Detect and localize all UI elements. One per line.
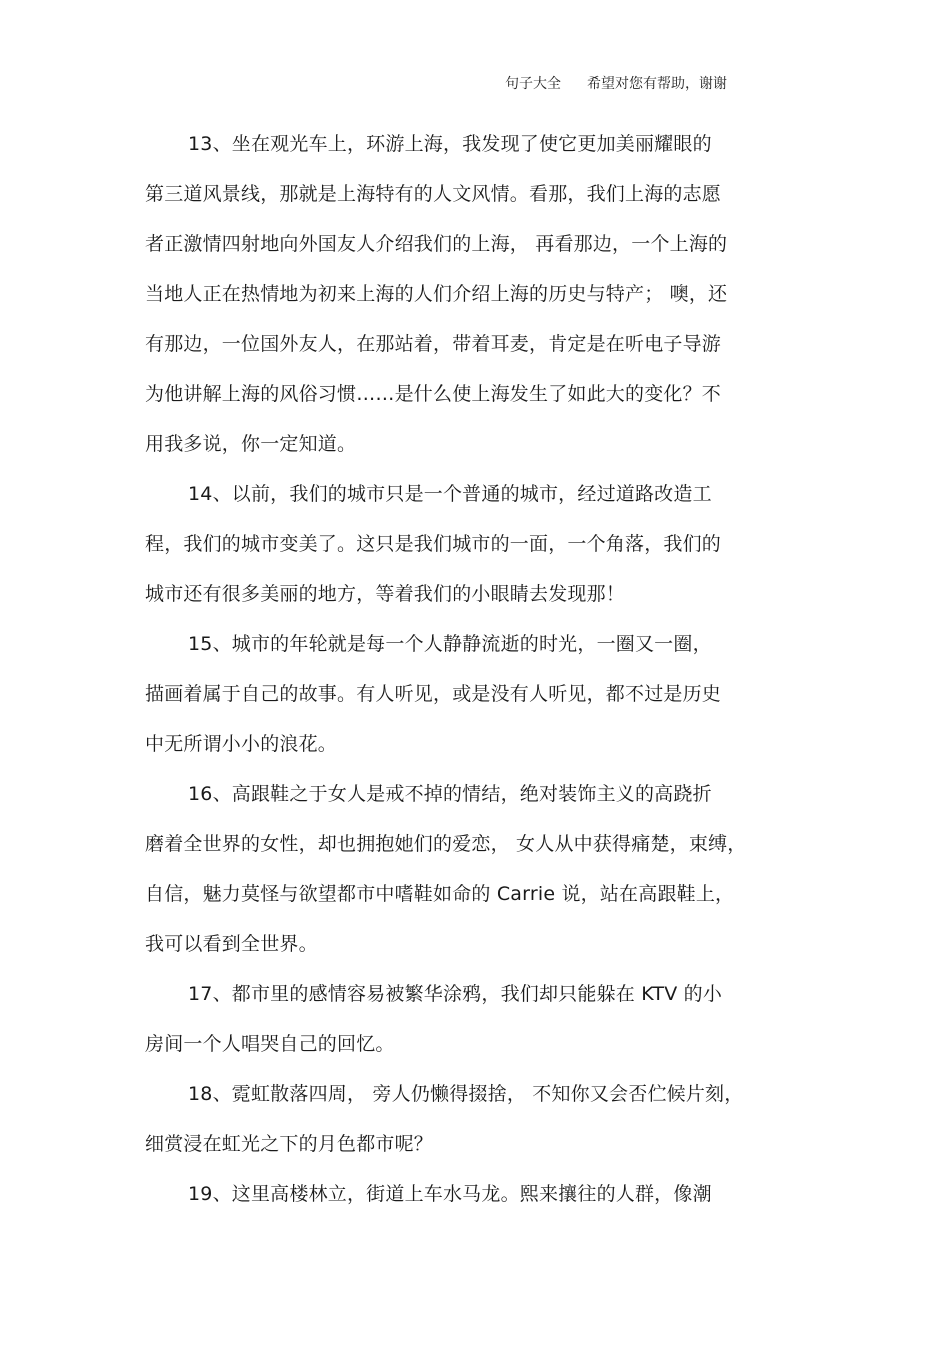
paragraph-16-line-4: 我可以看到全世界。 [145, 933, 318, 955]
paragraph-13-line-5: 有那边，一位国外友人，在那站着，带着耳麦，肯定是在听电子导游 [145, 333, 722, 355]
paragraph-16-line-2: 磨着全世界的女性，却也拥抱她们的爱恋， 女人从中获得痛楚，束缚， [145, 833, 747, 855]
paragraph-18-line-2: 细赏浸在虹光之下的月色都市呢？ [145, 1133, 434, 1155]
paragraph-18-line-1: 18、霓虹散落四周， 旁人仍懒得掇捨， 不知你又会否伫候片刻， [188, 1083, 744, 1105]
paragraph-15-line-2: 描画着属于自己的故事。有人听见，或是没有人听见，都不过是历史 [145, 683, 722, 705]
header-slogan: 希望对您有帮助，谢谢 [587, 76, 727, 92]
paragraph-15-line-1: 15、城市的年轮就是每一个人静静流逝的时光，一圈又一圈， [188, 633, 712, 655]
paragraph-15-line-3: 中无所谓小小的浪花。 [145, 733, 338, 755]
paragraph-13-line-7: 用我多说，你一定知道。 [145, 433, 357, 455]
paragraph-14-line-2: 程，我们的城市变美了。这只是我们城市的一面，一个角落，我们的 [145, 533, 722, 555]
paragraph-14-line-3: 城市还有很多美丽的地方，等着我们的小眼睛去发现那！ [145, 583, 626, 605]
paragraph-14-line-1: 14、以前，我们的城市只是一个普通的城市，经过道路改造工 [188, 483, 712, 505]
header-site-name: 句子大全 [505, 76, 561, 92]
paragraph-16-line-1: 16、高跟鞋之于女人是戒不掉的情结，绝对装饰主义的高跷折 [188, 783, 712, 805]
page-header [505, 74, 727, 94]
paragraph-17-line-2: 房间一个人唱哭自己的回忆。 [145, 1033, 395, 1055]
paragraph-13-line-6: 为他讲解上海的风俗习惯……是什么使上海发生了如此大的变化？不 [145, 383, 722, 405]
paragraph-17-line-1: 17、都市里的感情容易被繁华涂鸦，我们却只能躲在 KTV 的小 [188, 983, 723, 1005]
paragraph-13-line-2: 第三道风景线，那就是上海特有的人文风情。看那，我们上海的志愿 [145, 183, 722, 205]
paragraph-13-line-3: 者正激情四射地向外国友人介绍我们的上海， 再看那边，一个上海的 [145, 233, 728, 255]
paragraph-19-line-1: 19、这里高楼林立，街道上车水马龙。熙来攘往的人群，像潮 [188, 1183, 712, 1205]
paragraph-16-line-3: 自信，魅力莫怪与欲望都市中嗜鞋如命的 Carrie 说，站在高跟鞋上， [145, 883, 735, 905]
paragraph-13-line-1: 13、坐在观光车上，环游上海，我发现了使它更加美丽耀眼的 [188, 133, 712, 155]
paragraph-13-line-4: 当地人正在热情地为初来上海的人们介绍上海的历史与特产； 噢，还 [145, 283, 728, 305]
